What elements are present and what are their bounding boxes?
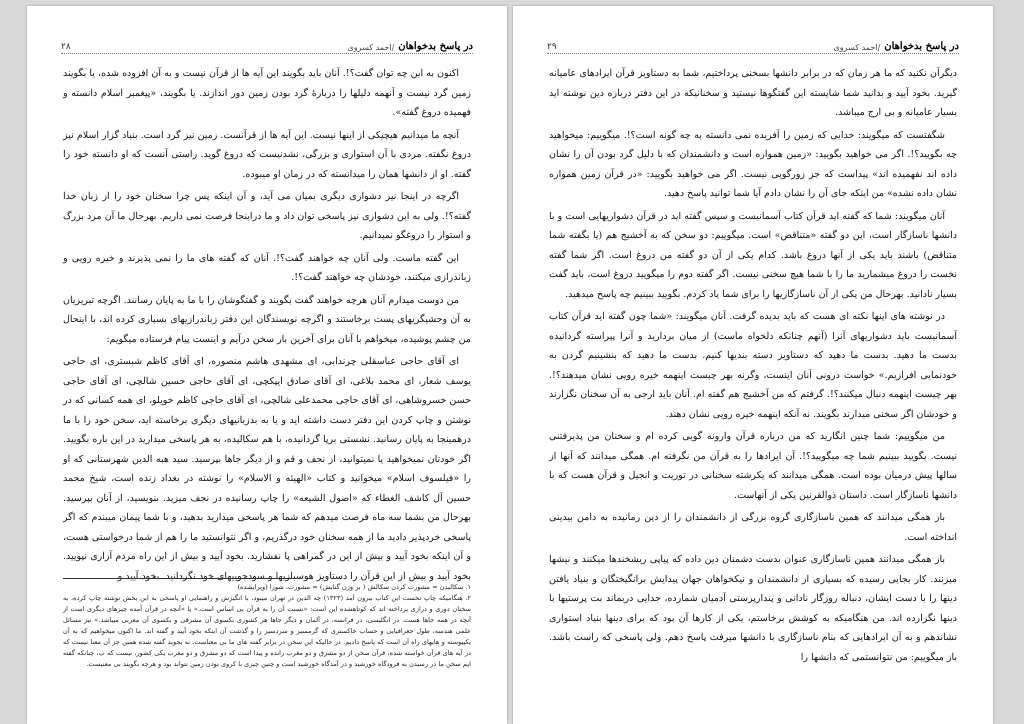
footnote: ۱. سکالیدن = مشورت کردن سکالش ( بر وزن گنابش) = مشورت، شورا (ویرایشده) bbox=[237, 583, 471, 591]
paragraph: دیگرآن نکنید که ما هر زمان که در برابر دانشها بسخنی پرداختیم، شما به دستاویز قرآن ایرادهای عامیانه گیرید. بخود آیید و بدانید شما شایسته این گفتگوها نیستید و سخنانیکه در این دفتر درباره دین نوشته اید بسیار عامیانه و بی ارج میباشد. bbox=[549, 68, 957, 118]
right-page bbox=[513, 6, 993, 724]
page-body bbox=[549, 64, 957, 670]
paragraph: باز همگی میدانند همین ناسازگاری عنوان بدست دشمنان دین داده که پیاپی ریشخندها میکنند و نیشها میزنند. کار بجایی رسیده که بسیاری از دانشمندان و نیکخواهان جهان پیدایش برانگیختگان و بنیاد یافتن دینها را با دست ایشان، دنباله روزگار نادانی و پندارپرستی آدمیان شمارده، جدایی دربماند بت پرستیها با دینها نگزارده اند. من هنگامیکه به کوشش برخاستم، یکی از کارها آن بود که برای دینها بنیاد استواری نشاندهم و به آن ایرادهایی که بنام ناسازگاری با دانشها میرفت پاسخ دهم. ولی پاسخی که راست باشد. باز میگوییم: من نتوانستمی که دانشها را bbox=[549, 554, 957, 663]
paragraph: شگفتست که میگویند: خدایی که زمین را آفریده نمی دانسته به چه گونه است؟!. میگوییم: میخواهید چه بگویید؟!. اگر می خواهید بگویید: «زمین همواره است و دانشمندان که با دلیل گرد بودن آن را نشان داده اند نفهمیده اند» پیداست که جز زورگویی نیست. اگر می خواهید بگویید: «در قرآن زمین همواره نشان داده نشده» من اینکه جای آن را نشان دادم آیا شما توانید پاسخ دهید. bbox=[549, 129, 957, 199]
paragraph: در نوشته های اینها نکته ای هست که باید بدیده گرفت. آنان میگویند: «شما چون گفته اید قرآن کتاب آسمانیست باید دشواریهای آنرا (آنهم چنانکه دلخواه ماست) از میان بردارید و آنرا پیراسته گردانیده بدست ما دهید. بدست ما دهید که دستاویز دسته بندیها کنیم. بدست ما دهید که بنشینیم گردن به خودنمایی افرازیم.» خواست درونی آنان اینست، وگرنه بهر چیست اینهمه خیره رویی نشان میدهند؟!. بهر چیست اینهمه دنبال میکنند؟!. گرفتم که من آخشیج هم گفته ام. آنان باید ارجی به آن سخنان نگزارند و خودشان اگر سخنی میدارند بگویند. نه آنکه اینهمه خیره رویی نشان دهند. bbox=[549, 311, 957, 420]
left-page bbox=[27, 6, 507, 724]
footnote: ۲. هنگامیکه چاپ نخست این کتاب بیرون آمد (۱۳۲۳) چه الدین در تهران میبود، با انگیزش و راهنمایی او پاسخی به این بخش نوشته چاپ کرده، به سخنان دوری و درازی پرداخته اند که کوتاهشده این است: «نسبت آن را به قرآن بی اساس است.» یا «آنچه در قرآن آمده چیزهای دیگری است از آنچه در همه جاها هست. در انگلیسی، در فرانسه، در آلمان و دیگر جاها هر کشوری بکسوی آن مشرقی و بکسوی آن مغربی میباشد.» نیز مسائل علمی هندسه، طول جغرافیایی و حساب خاکستری که گرمسیر و سردسیر را و گذشت آن اینکه بخود آیید و گفته اند. ما اکنون میخواهیم که به آن یکپیوسته و هایهای راه آن است که پاسخ دادیم. در حالیکه این سخن در برابر گفته های ما بی معناست. نه بجوید گفته شده همین جز آن معنا نیست که در آیه های قرآن خواسته شده، قرآن سخن از دو مشرق و دو مغرب رانده و پیدا است که دو مشرق و دو مغرب یکی کشور، نیست که ب، چنانکه گفته ایم سخن ما در رسیدن به فرودگاه خورشید و در آمدگاه خورشید است و چنین چیزی با کروی بودن زمین نتواند بود و هرچه بگویند بی معنیست. bbox=[63, 594, 471, 668]
paragraph: باز همگی میدانند که همین ناسازگاری گروه بزرگی از دانشمندان را از دین رمانیده به دامن بیدینی انداخته است. bbox=[549, 512, 957, 543]
page-body bbox=[63, 64, 471, 589]
page-number: ۲۹ bbox=[547, 42, 557, 52]
paragraph: من دوست میدارم آنان هرچه خواهند گفت بگویند و گفتگوشان را با ما به پایان رسانند. اگرچه تبریزیان به آن وحشیگریهای پست برخاستند و اگرچه نویسندگان این دفتر زباندرازیهای بسیاری کرده اند، با اینحال من چشم پوشیده، میخواهم با آنان برای آخرین بار سخن درآیم و اینست پیام فرستاده میگویم: bbox=[63, 294, 471, 345]
paragraph: اگرچه در اینجا نیز دشواری دیگری بمیان می آید، و آن اینکه پس چرا سخنان خود را از زبان خدا گفته؟!. ولی به این دشواری نیز پاسخی توان داد و ما دراینجا فرصت نمی داریم. بهرحال ما آن مرد بزرگ و استوار را دروغگو نمیدانیم. bbox=[63, 191, 471, 241]
paragraph: ای آقای حاجی عباسقلی چرندابی، ای مشهدی هاشم منصوره، ای آقای کاظم شبستری، ای حاجی یوسف شعار، ای محمد بلاغی، ای آقای صادق ایپکچی، ای آقای حاجی حسین شالچی، ای آقای حاجی حسن خسروشاهی، ای آقای حاجی محمدعلی شالچی، ای آقای حاجی کاظم خویلو، ای همه کسانی که در نوشتن و چاپ کردن این دفتر دست داشته اید و یا به بدزبانیهای دیگری برخاسته اید، سخن خود را با ما درهمینجا به پایان رسانید. نشستی برپا گردانیده، با هم سکالیده، به هر پاسخی میدارید در این باره بگویید. اگر خودتان نمیخواهید یا نمیتوانید، از نجف و قم و از دیگر جاها بپرسید. سید هبه الدین شهرستانی که او را «فیلسوف اسلام» میخوانید و کتاب «الهیئه و الاسلام» را نوشته در بغداد زنده است، شیخ محمد حسین آل کاشف الغطاء که «اصول الشیعه» را چاپ رسانیده در نجف میزید. بنویسید، از آنان بپرسید. بهرحال من بشما سه ماه فرصت میدهم که شما هر پاسخی میدارید بدهید، و با شما پیمان میبندم که اگر پاسخی خردپذیر دادید ما از همه سخنان خود درگذریم، و اگر نتوانستید ما را هم از شما درخواستی هست، و آن اینکه بخود آیید و بیش از این در گمراهی پا نفشارید. بخود آیید و بیش از این راه مردم آزاری نپویید. بخود آیید و بیش از این قرآن را دستاویز هوسبازیها و سودجوییهای خود نگردانید. بخود آیید و bbox=[63, 356, 471, 582]
paragraph: این گفته ماست. ولی آنان چه خواهند گفت؟!. آنان که گفته های ما را نمی پذیرند و خیره رویی و زباندرازی میکنند، خودشان چه خواهند گفت؟!. bbox=[63, 252, 471, 283]
page-number: ۲۸ bbox=[61, 42, 71, 52]
paragraph: من میگوییم: شما چنین انگارید که من درباره قرآن وارونه گویی کرده ام و سخنان من پذیرفتنی نیست. بگویید ببینیم شما چه میگویید؟!. آن ایرادها را به قرآن من نگرفته ام. همگی میدانند که آنها از سالها پیش درمیان بوده است. همگی میدانند که یکرشته سخنانی در توریت و انجیل و قرآن هست که با دانشها ناسازگار است. داستان ذوالقرنین یکی از آنهاست. bbox=[549, 431, 957, 501]
footnote-divider bbox=[63, 578, 293, 579]
page-header bbox=[61, 36, 473, 54]
page-header bbox=[547, 36, 959, 54]
author-name: /احمد کسروی bbox=[833, 43, 881, 52]
paragraph: آنچه ما میدانیم هیچیکی از اینها نیست. این آیه ها از قرآنست. زمین نیز گرد است. بنیاد گزار اسلام نیز دروغ نگفته. مردی با آن استواری و بزرگی، نشدنیست که دروغ گوید. راستی آنست که او دانسته خود را گفته. او از دانشها همان را میدانسته که در زمان او میبوده. bbox=[63, 129, 471, 180]
paragraph: اکنون به این چه توان گفت؟!. آنان باید بگویند این آیه ها از قرآن نیست و به آن افزوده شده، یا بگویند زمین گرد نیست و آنهمه دلیلها را دربارهٔ گرد بودن زمین دور اندازند. یا بگویند، «پیغمبر اسلام دانسته و فهمیده دروغ گفته». bbox=[63, 68, 471, 118]
book-title: در پاسخ بدخواهان bbox=[884, 41, 959, 52]
author-name: /احمد کسروی bbox=[347, 43, 395, 52]
footnotes bbox=[63, 582, 471, 670]
book-title: در پاسخ بدخواهان bbox=[398, 41, 473, 52]
paragraph: آنان میگویند: شما که گفته اید قرآن کتاب آسمانیست و سپس گفته اید در قرآن دشواریهایی است و با دانشها ناسازگار است، این دو گفته «متناقض» است. میگوییم: دو سخن که به آخشیج هم (یا بگفته شما متناقض) باشند باید یکی از آنها دروغ باشد. کدام یکی از آن دو گفته من دروغ است. اگر شما گفته نخست را دروغ میشمارید ما را با شما هیچ سخنی نیست. اگر گفته دوم را میگویید دروغ است، باید گفت بسیار نادانید. بهرحال من یکی از آن ناسازگاریها را برای شما یاد کردم. بگویید ببینیم چه پاسخ میدهید. bbox=[549, 210, 957, 300]
